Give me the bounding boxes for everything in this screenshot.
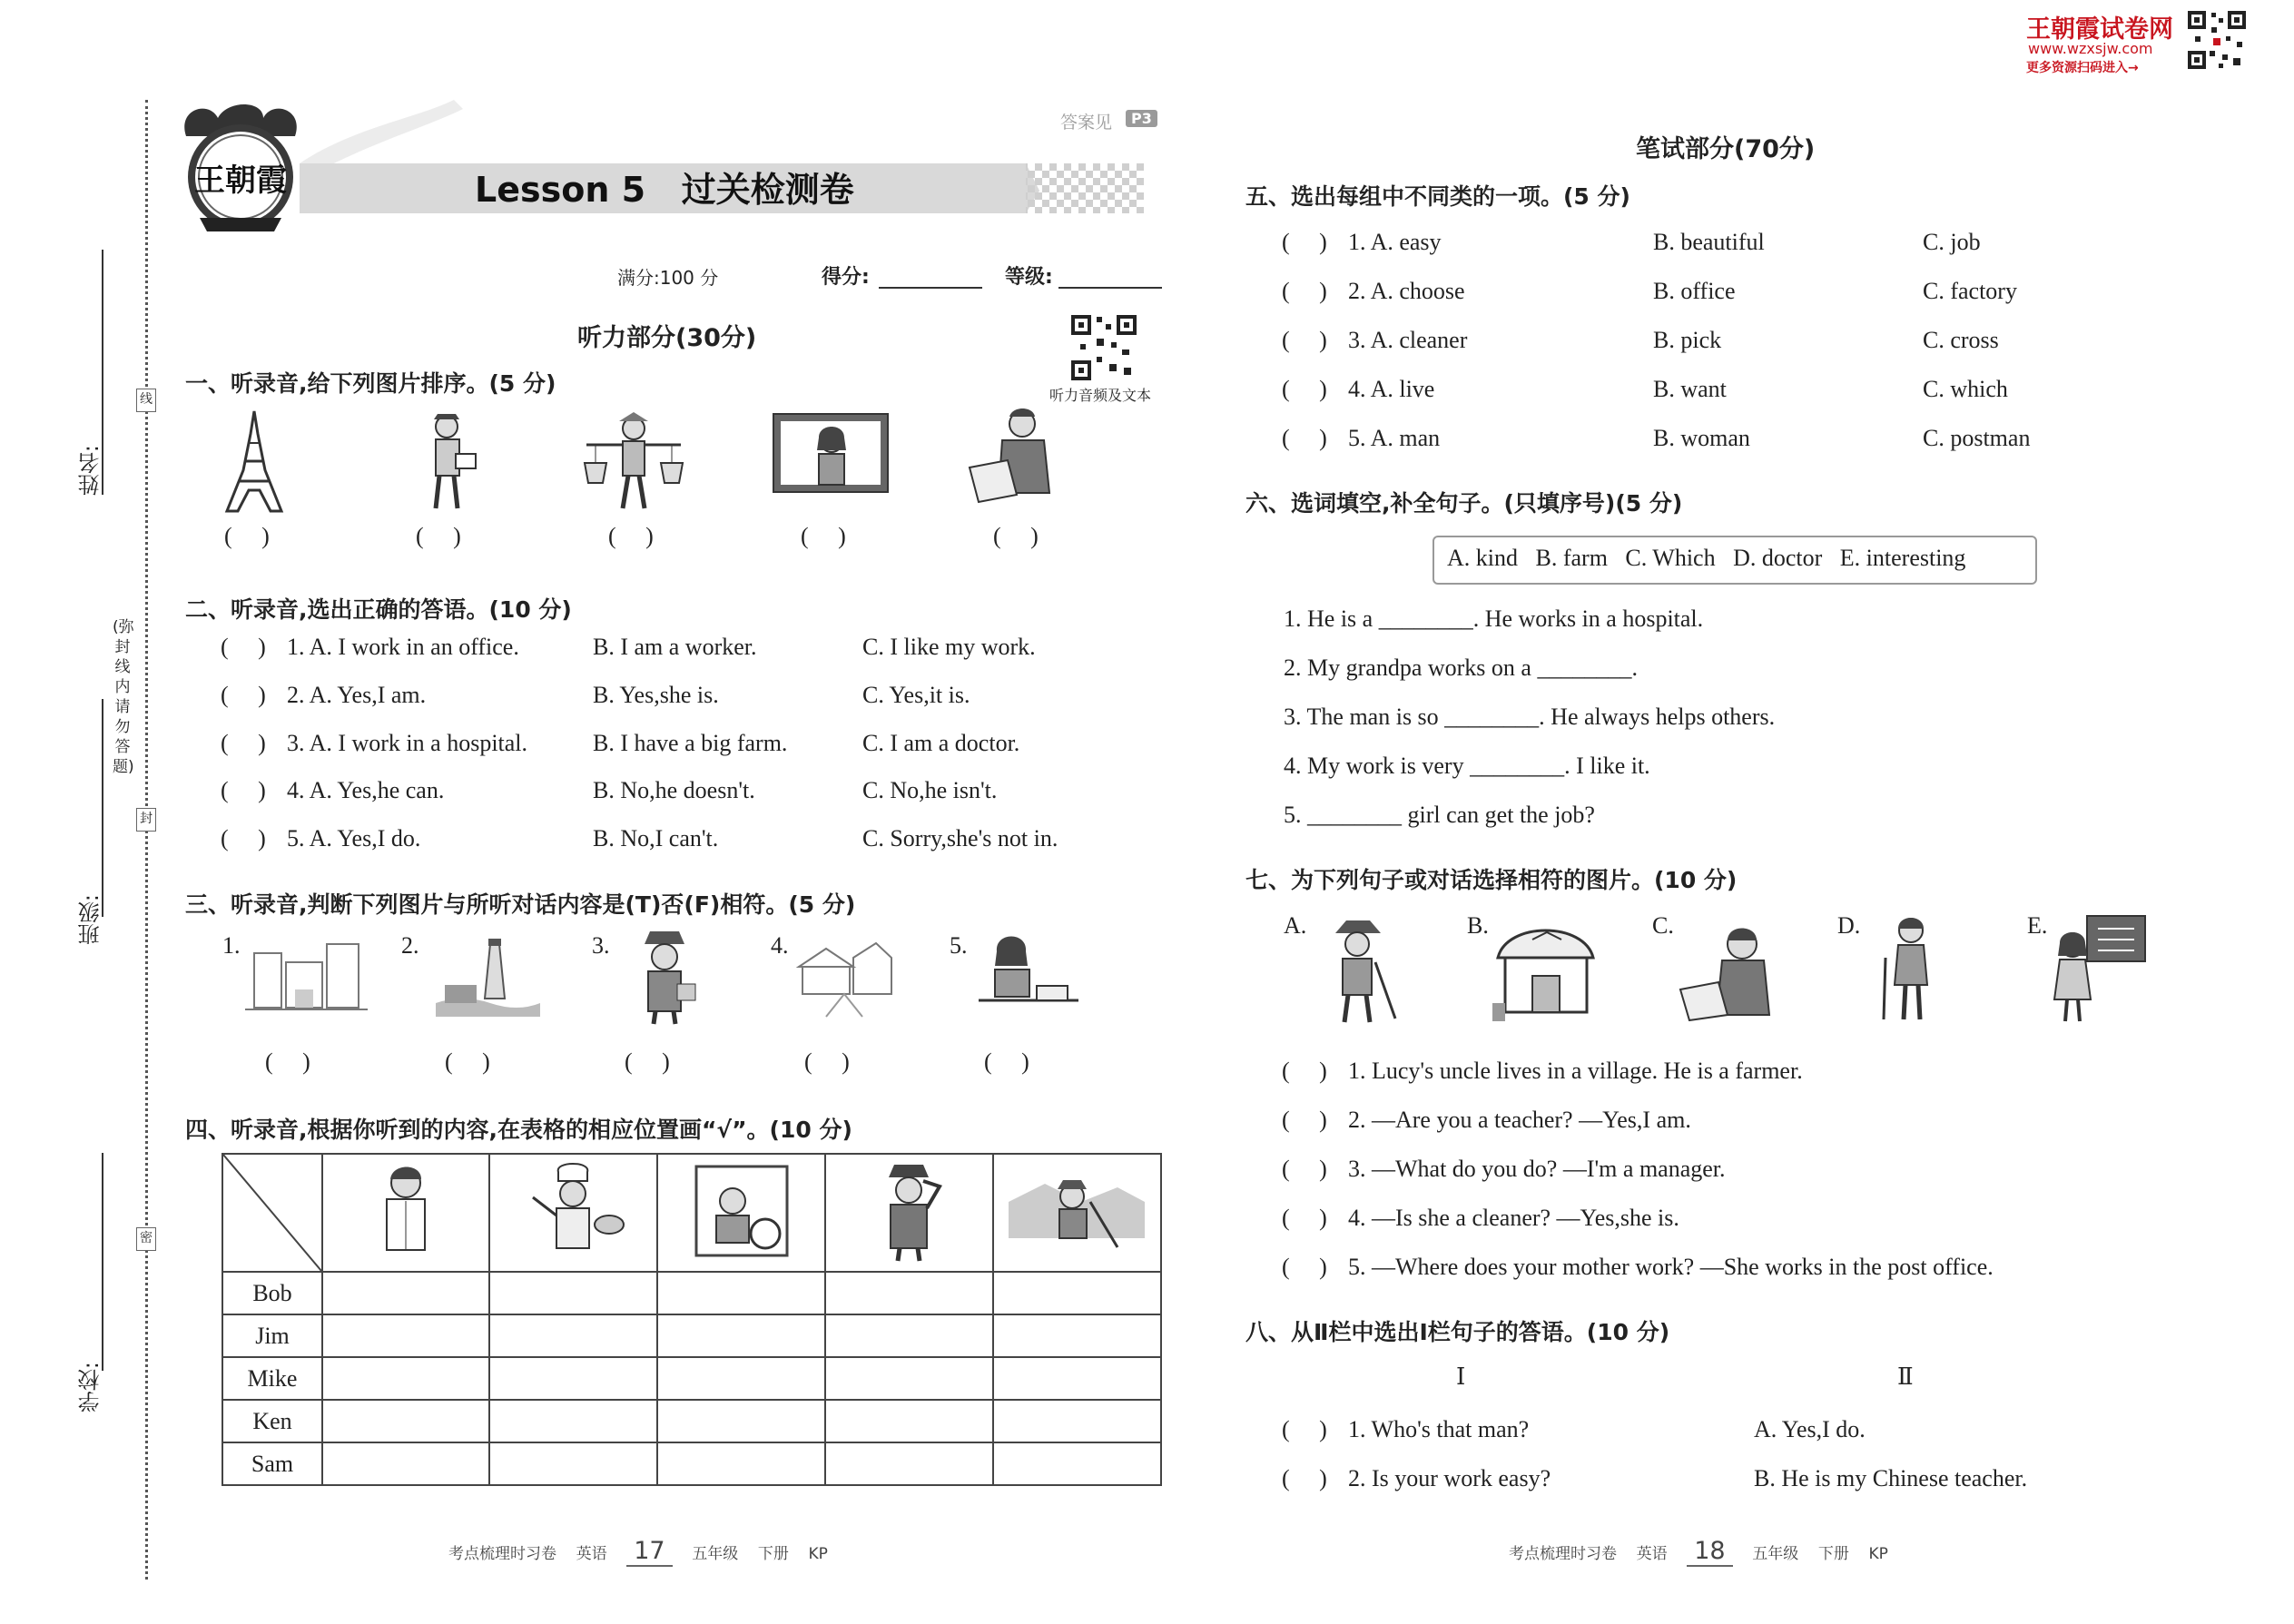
s5-option-a: 2. A. choose (1348, 278, 1465, 304)
manager-at-laptop-picture (962, 404, 1071, 508)
s4-check-cell[interactable] (657, 1272, 825, 1314)
s4-name-cell: Bob (222, 1272, 322, 1314)
s2-option-b: B. Yes,she is. (593, 682, 719, 708)
name-label: 姓名: (78, 445, 103, 497)
cook-picture (515, 1161, 633, 1261)
s1-blank-4[interactable]: ( ) (801, 523, 846, 549)
brand-url[interactable]: www.wzxsjw.com (2028, 40, 2153, 57)
footer-right-edition: KP (1868, 1545, 1888, 1563)
s3-title: 三、听录音,判断下列图片与所听对话内容是(T)否(F)相符。(5 分) (185, 891, 856, 918)
s4-check-cell[interactable] (993, 1314, 1161, 1357)
s6-sentence: 4. My work is very ________. I like it. (1284, 753, 1650, 779)
s4-check-cell[interactable] (825, 1400, 992, 1442)
s4-column-police (825, 1154, 992, 1272)
grade-input[interactable] (1058, 287, 1162, 289)
s7-letter-c: C. (1652, 912, 1674, 939)
s4-check-cell[interactable] (322, 1442, 489, 1485)
police-officer-picture (626, 926, 704, 1026)
city-buildings-picture (245, 935, 368, 1021)
seal-note: (弥封线内请勿答题) (113, 618, 134, 776)
s4-column-worker (993, 1154, 1161, 1272)
s5-option-c: C. job (1923, 229, 1981, 255)
wangzhaoxia-logo-icon (172, 100, 309, 236)
s2-option-b: B. No,he doesn't. (593, 777, 755, 803)
s7-answer-blank[interactable]: ( ) (1282, 1058, 1327, 1084)
s4-diagonal-header-cell (222, 1154, 322, 1272)
s8-right-sentence: B. He is my Chinese teacher. (1754, 1465, 2028, 1491)
footer-left-series: 考点梳理时习卷 (448, 1545, 556, 1563)
s3-number-2: 2. (401, 932, 419, 959)
brand-more-text: 更多资源扫码进入→ (2026, 61, 2139, 75)
score-label: 得分: (822, 266, 870, 289)
brand-qr-code-icon[interactable] (2186, 9, 2248, 71)
s4-check-cell[interactable] (322, 1272, 489, 1314)
s5-option-a: 3. A. cleaner (1348, 327, 1468, 353)
s8-left-sentence: 2. Is your work easy? (1348, 1465, 1551, 1491)
s4-check-cell[interactable] (825, 1357, 992, 1400)
footer-left-term: 下册 (757, 1545, 789, 1563)
teacher-at-board-picture (772, 410, 890, 497)
s7-sentence: 2. —Are you a teacher? —Yes,I am. (1348, 1107, 1691, 1133)
cleaner-woman-picture (1875, 912, 1952, 1026)
s6-title: 六、选词填空,补全句子。(只填序号)(5 分) (1245, 490, 1683, 517)
s4-check-cell[interactable] (657, 1357, 825, 1400)
s7-answer-blank[interactable]: ( ) (1282, 1156, 1327, 1182)
s1-blank-1[interactable]: ( ) (224, 523, 270, 549)
s5-answer-blank[interactable]: ( ) (1282, 327, 1327, 353)
s2-option-a: 3. A. I work in a hospital. (287, 730, 528, 756)
s2-option-b: B. No,I can't. (593, 825, 719, 851)
s7-sentence: 4. —Is she a cleaner? —Yes,she is. (1348, 1205, 1679, 1231)
s4-check-cell[interactable] (825, 1442, 992, 1485)
s3-blank-4[interactable]: ( ) (804, 1048, 850, 1075)
s4-title: 四、听录音,根据你听到的内容,在表格的相应位置画“√”。(10 分) (185, 1117, 852, 1143)
s2-option-b: B. I have a big farm. (593, 730, 788, 756)
farm-worker-picture (1009, 1166, 1145, 1256)
s2-option-c: C. No,he isn't. (862, 777, 998, 803)
s2-title: 二、听录音,选出正确的答语。(10 分) (185, 596, 572, 623)
s2-option-a: 5. A. Yes,I do. (287, 825, 421, 851)
answer-page-badge: P3 (1126, 110, 1157, 127)
s6-word-bank-options: A. kind B. farm C. Which D. doctor E. interesting (1447, 545, 1966, 571)
s5-option-b: B. office (1653, 278, 1736, 304)
farmer-with-rake-picture (1312, 917, 1403, 1026)
s7-letter-d: D. (1837, 912, 1861, 939)
eiffel-tower-picture (218, 407, 290, 516)
s4-check-cell[interactable] (657, 1442, 825, 1485)
s4-check-cell[interactable] (657, 1400, 825, 1442)
footer-right-page-number: 18 (1687, 1537, 1732, 1567)
footer-left (448, 1537, 828, 1565)
manager-on-phone-picture (1675, 917, 1793, 1021)
class-underline (102, 699, 103, 917)
s8-right-sentence: A. Yes,I do. (1754, 1416, 1866, 1442)
footer-left-grade: 五年级 (692, 1545, 739, 1563)
s7-letter-a: A. (1284, 912, 1307, 939)
s2-option-c: C. I like my work. (862, 634, 1036, 660)
s2-option-c: C. Yes,it is. (862, 682, 970, 708)
s5-option-a: 5. A. man (1348, 425, 1441, 451)
footer-right (1509, 1537, 1888, 1565)
s3-number-3: 3. (592, 932, 610, 959)
s2-answer-blank[interactable]: ( ) (221, 730, 266, 756)
s5-title: 五、选出每组中不同类的一项。(5 分) (1245, 183, 1630, 210)
s4-check-cell[interactable] (993, 1272, 1161, 1314)
s4-check-cell[interactable] (489, 1442, 657, 1485)
s5-answer-blank[interactable]: ( ) (1282, 425, 1327, 451)
s7-letter-e: E. (2027, 912, 2048, 939)
doctor-picture (365, 1161, 447, 1261)
answer-ref-label: 答案见 (1060, 113, 1113, 133)
s1-blank-5[interactable]: ( ) (993, 523, 1039, 549)
s8-answer-blank[interactable]: ( ) (1282, 1465, 1327, 1491)
s5-option-b: B. want (1653, 376, 1727, 402)
s4-check-cell[interactable] (489, 1314, 657, 1357)
s5-option-c: C. which (1923, 376, 2008, 402)
s8-left-sentence: 1. Who's that man? (1348, 1416, 1530, 1442)
score-input[interactable] (879, 287, 982, 289)
woman-on-phone-picture (970, 926, 1088, 1021)
s5-option-a: 4. A. live (1348, 376, 1435, 402)
brand-site-name: 王朝霞试卷网 (2026, 15, 2173, 44)
s4-table (222, 1153, 1162, 1486)
s4-check-cell[interactable] (657, 1314, 825, 1357)
audio-qr-code-icon[interactable] (1069, 313, 1138, 382)
teacher-with-board-picture (2047, 912, 2147, 1026)
s4-check-cell[interactable] (322, 1400, 489, 1442)
s2-option-a: 4. A. Yes,he can. (287, 777, 445, 803)
s3-blank-2[interactable]: ( ) (445, 1048, 490, 1075)
s3-number-4: 4. (771, 932, 789, 959)
s8-title: 八、从Ⅱ栏中选出Ⅰ栏句子的答语。(10 分) (1245, 1319, 1670, 1345)
full-score-label: 满分:100 分 (617, 267, 719, 289)
s4-column-cook (489, 1154, 657, 1272)
s3-blank-5[interactable]: ( ) (984, 1048, 1029, 1075)
farmhouse-picture (1489, 912, 1602, 1026)
s7-sentence: 1. Lucy's uncle lives in a village. He is a farmer. (1348, 1058, 1803, 1084)
s5-option-c: C. cross (1923, 327, 1999, 353)
s4-column-doctor (322, 1154, 489, 1272)
s4-check-cell[interactable] (322, 1314, 489, 1357)
s4-check-cell[interactable] (322, 1357, 489, 1400)
s4-check-cell[interactable] (489, 1400, 657, 1442)
s2-answer-blank[interactable]: ( ) (221, 825, 266, 851)
s8-column-two-label: Ⅱ (1897, 1363, 1914, 1390)
s4-check-cell[interactable] (825, 1314, 992, 1357)
s5-answer-blank[interactable]: ( ) (1282, 229, 1327, 255)
postman-picture (409, 408, 490, 513)
s4-check-cell[interactable] (825, 1272, 992, 1314)
footer-right-term: 下册 (1817, 1545, 1849, 1563)
s2-answer-blank[interactable]: ( ) (221, 634, 266, 660)
writing-heading: 笔试部分(70分) (1636, 135, 1816, 163)
s1-title: 一、听录音,给下列图片排序。(5 分) (185, 370, 556, 397)
seal-mark-secret: 密 (136, 1227, 156, 1251)
s6-sentence: 1. He is a ________. He works in a hospital. (1284, 605, 1704, 632)
seal-mark-seal: 封 (136, 808, 156, 832)
s7-answer-blank[interactable]: ( ) (1282, 1205, 1327, 1231)
s6-sentence: 5. ________ girl can get the job? (1284, 802, 1595, 828)
footer-left-subject: 英语 (576, 1545, 607, 1563)
binding-dotted-line (145, 100, 148, 1580)
s3-blank-1[interactable]: ( ) (265, 1048, 310, 1075)
s4-check-cell[interactable] (993, 1442, 1161, 1485)
s7-sentence: 3. —What do you do? —I'm a manager. (1348, 1156, 1726, 1182)
listening-heading: 听力部分(30分) (577, 324, 757, 352)
grade-label: 等级: (1005, 266, 1053, 289)
class-label: 班级: (78, 894, 103, 946)
s1-blank-2[interactable]: ( ) (416, 523, 461, 549)
footer-right-series: 考点梳理时习卷 (1509, 1545, 1617, 1563)
s7-sentence: 5. —Where does your mother work? —She works in the post office. (1348, 1254, 1994, 1280)
saluting-officer-picture (863, 1159, 954, 1264)
footer-left-page-number: 17 (626, 1537, 672, 1567)
s3-number-5: 5. (950, 932, 968, 959)
school-underline (102, 1153, 103, 1371)
s5-option-a: 1. A. easy (1348, 229, 1442, 255)
s4-name-cell: Mike (222, 1357, 322, 1400)
qr-caption: 听力音频及文本 (1049, 387, 1152, 404)
s2-option-a: 2. A. Yes,I am. (287, 682, 427, 708)
s8-answer-blank[interactable]: ( ) (1282, 1416, 1327, 1442)
s3-blank-3[interactable]: ( ) (625, 1048, 670, 1075)
s4-column-driver (657, 1154, 825, 1272)
s6-sentence: 2. My grandpa works on a ________. (1284, 655, 1638, 681)
village-street-picture (790, 930, 894, 1021)
s2-option-a: 1. A. I work in an office. (287, 634, 519, 660)
s4-check-cell[interactable] (489, 1272, 657, 1314)
s2-option-c: C. I am a doctor. (862, 730, 1020, 756)
s4-check-cell[interactable] (993, 1357, 1161, 1400)
driver-picture (678, 1161, 805, 1261)
s1-blank-3[interactable]: ( ) (608, 523, 654, 549)
s5-option-b: B. beautiful (1653, 229, 1765, 255)
s5-answer-blank[interactable]: ( ) (1282, 278, 1327, 304)
school-label: 学校: (78, 1362, 103, 1413)
s8-column-one-label: Ⅰ (1456, 1363, 1466, 1390)
lighthouse-harbor-picture (436, 935, 540, 1021)
footer-right-subject: 英语 (1636, 1545, 1668, 1563)
s5-option-c: C. factory (1923, 278, 2017, 304)
s2-option-b: B. I am a worker. (593, 634, 757, 660)
s5-answer-blank[interactable]: ( ) (1282, 376, 1327, 402)
seal-mark-line: 线 (136, 389, 156, 412)
s4-name-cell: Jim (222, 1314, 322, 1357)
s7-answer-blank[interactable]: ( ) (1282, 1107, 1327, 1133)
s4-name-cell: Sam (222, 1442, 322, 1485)
s5-option-c: C. postman (1923, 425, 2031, 451)
s7-letter-b: B. (1467, 912, 1489, 939)
s5-option-b: B. woman (1653, 425, 1750, 451)
s3-number-1: 1. (222, 932, 241, 959)
s4-check-cell[interactable] (993, 1400, 1161, 1442)
s4-check-cell[interactable] (489, 1357, 657, 1400)
logo-text: 王朝霞 (194, 162, 287, 199)
s2-answer-blank[interactable]: ( ) (221, 777, 266, 803)
footer-left-edition: KP (808, 1545, 828, 1563)
s7-answer-blank[interactable]: ( ) (1282, 1254, 1327, 1280)
s2-answer-blank[interactable]: ( ) (221, 682, 266, 708)
s5-option-b: B. pick (1653, 327, 1722, 353)
farmer-carrying-baskets-picture (579, 408, 688, 513)
s6-sentence: 3. The man is so ________. He always helps others. (1284, 704, 1776, 730)
footer-right-grade: 五年级 (1752, 1545, 1799, 1563)
page-title: Lesson 5 过关检测卷 (475, 170, 854, 210)
s4-name-cell: Ken (222, 1400, 322, 1442)
s7-title: 七、为下列句子或对话选择相符的图片。(10 分) (1245, 867, 1738, 893)
s2-option-c: C. Sorry,she's not in. (862, 825, 1058, 851)
